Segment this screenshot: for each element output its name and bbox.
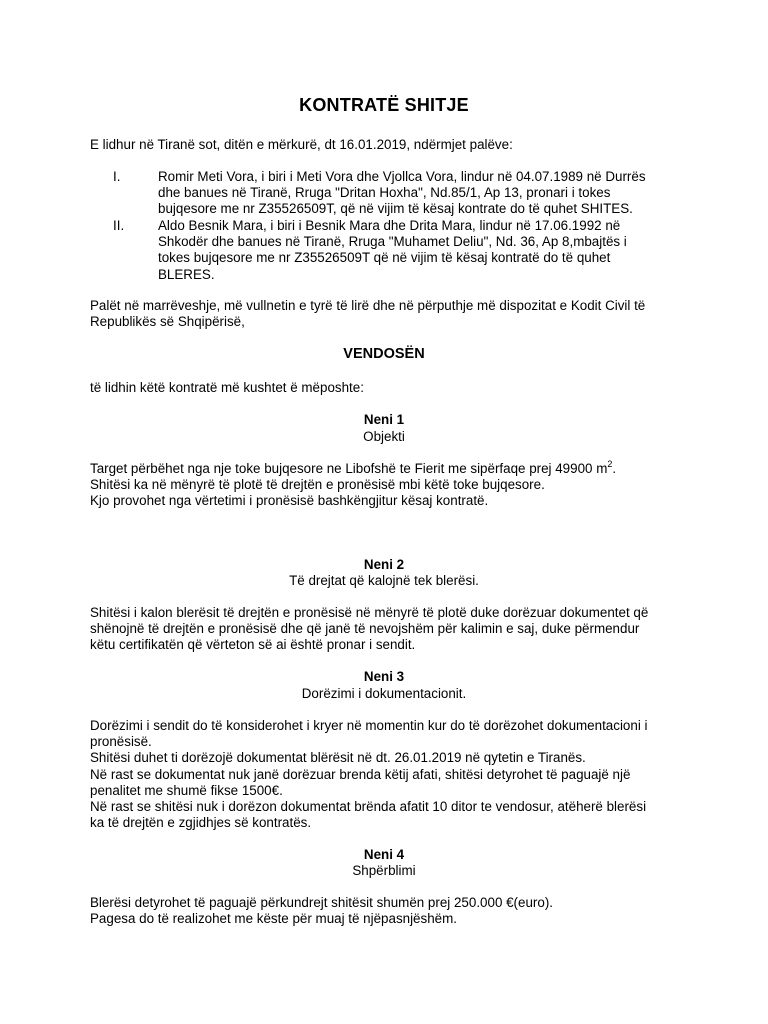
article-1-subtitle: Objekti <box>363 429 405 444</box>
article-line: penalitet me shumë fikse 1500€. <box>90 782 283 798</box>
party-line: BLERES. <box>158 266 215 282</box>
article-1-body <box>90 458 690 510</box>
party-text <box>158 169 678 218</box>
party-line: Romir Meti Vora, i biri i Meti Vora dhe Vjollca Vora, lindur në 04.07.1989 në Durrës <box>158 169 646 184</box>
article-4-subtitle: Shpërblimi <box>352 863 416 878</box>
intro-paragraph: E lidhur në Tiranë sot, ditën e mërkurë, dt 16.01.2019, ndërmjet palëve: <box>90 137 513 152</box>
article-line: Shitësi duhet ti dorëzojë dokumentat blërësit në dt. 26.01.2019 në qytetin e Tiranës. <box>90 750 586 766</box>
article-2-body <box>90 605 690 654</box>
decided-text: të lidhin këtë kontratë më kushtet ë mëposhte: <box>90 380 364 395</box>
article-line: Shitësi ka në mënyrë të plotë të drejtën e pronësisë mbi këtë toke bujqesore. <box>90 477 545 493</box>
party-number: II. <box>113 218 125 233</box>
article-4-heading: Neni 4 <box>363 847 405 862</box>
article-line: shënojnë të drejtën e pronësisë dhe që janë të nevojshëm për kalimin e saj, duke përmendur <box>90 621 640 637</box>
article-3-subtitle: Dorëzimi i dokumentacionit. <box>301 686 467 701</box>
article-line: Kjo provohet nga vërtetimi i pronësisë bashkëngjitur kësaj kontratë. <box>90 493 489 509</box>
article-line: ka të drejtën e zgjidhjes së kontratës. <box>90 815 312 831</box>
article-2-heading: Neni 2 <box>363 557 405 572</box>
superscript: 2 <box>607 458 613 469</box>
party-line: Aldo Besnik Mara, i biri i Besnik Mara dhe Drita Mara, lindur në 17.06.1992 në <box>158 218 621 233</box>
document-title: KONTRATË SHITJE <box>299 95 469 115</box>
article-2-subtitle: Të drejtat që kalojnë tek blerësi. <box>289 573 479 588</box>
article-line: Në rast se dokumentat nuk janë dorëzuar brenda këtij afati, shitësi detyrohet të paguajë një <box>90 766 631 782</box>
party-line: Shkodër dhe banues në Tiranë, Rruga "Muhamet Deliu", Nd. 36, Ap 8,mbajtës i <box>158 234 627 250</box>
party-line: tokes bujqesore me nr Z35526509T që në vijim të kësaj kontratë do të quhet <box>158 250 611 266</box>
article-line: Në rast se shitësi nuk i dorëzon dokumentat brënda afatit 10 ditor te vendosur, atëherë blerësi <box>90 799 647 815</box>
party-text <box>158 218 678 283</box>
article-line: Blerësi detyrohet të paguajë përkundrejt shitësit shumën prej 250.000 €(euro). <box>90 895 553 910</box>
article-3-body <box>90 718 690 831</box>
article-4-body <box>90 895 690 927</box>
agreement-paragraph <box>90 298 690 330</box>
article-1-heading: Neni 1 <box>363 412 405 427</box>
agreement-line: Palët në marrëveshje, më vullnetin e tyrë të lirë dhe në përputhje më dispozitat e Kodit Civil të <box>90 298 646 313</box>
party-line: bujqesore me nr Z35526509T, që në vijim të kësaj kontrate do të quhet SHITES. <box>158 201 633 217</box>
article-line: këtu certifikatën që vërteton së ai është pronar i sendit. <box>90 637 416 653</box>
party-line: dhe banues në Tiranë, Rruga "Dritan Hoxha", Nd.85/1, Ap 13, pronari i tokes <box>158 185 611 201</box>
article-line: Pagesa do të realizohet me këste për muaj të njëpasnjëshëm. <box>90 911 457 927</box>
article-line: Shitësi i kalon blerësit të drejtën e pronësisë në mënyrë të plotë duke dorëzuar dokumentet që <box>90 605 649 620</box>
party-number: I. <box>113 169 121 184</box>
article-line: Target përbëhet nga nje toke bujqesore ne Libofshë te Fierit me sipërfaqe prej 49900 $m^2$. <box>90 458 617 476</box>
article-line: pronësisë. <box>90 734 152 750</box>
decided-heading: VENDOSËN <box>343 346 425 362</box>
agreement-line: Republikës së Shqipërisë, <box>90 314 245 330</box>
article-line: Dorëzimi i sendit do të konsiderohet i kryer në momentin kur do të dorëzohet dokumentacioni i <box>90 718 648 733</box>
article-3-heading: Neni 3 <box>363 669 405 684</box>
